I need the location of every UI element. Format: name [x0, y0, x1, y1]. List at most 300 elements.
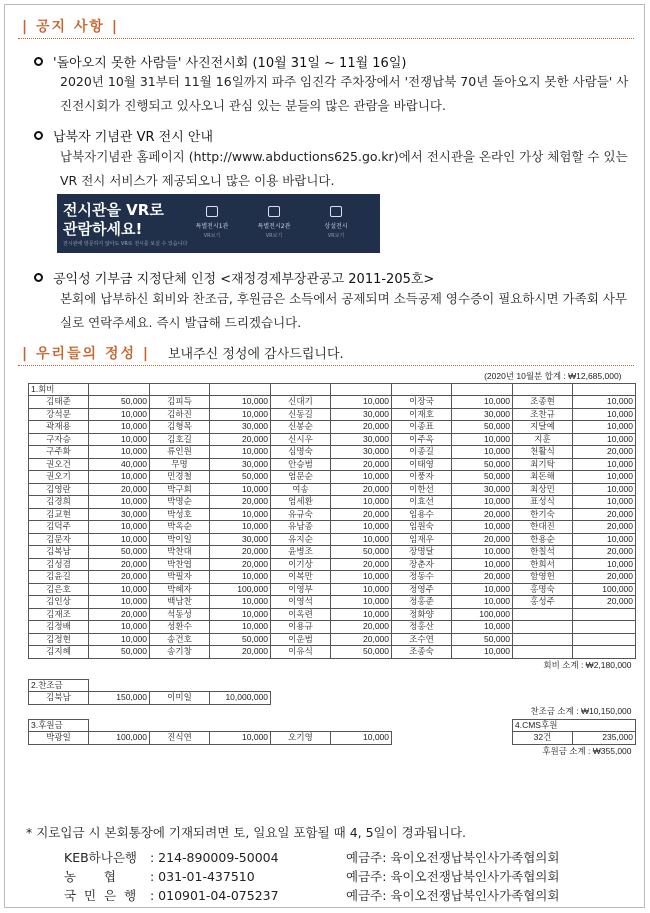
account-holder: 예금주: 육이오전쟁납북인사가족협의회	[346, 869, 560, 884]
donor-amount: 10,000	[210, 396, 271, 409]
donor-amount: 50,000	[210, 471, 271, 484]
donor-name: 김피득	[150, 396, 210, 409]
table-cell	[271, 692, 331, 705]
donor-name: 이운범	[271, 633, 331, 646]
donor-name: 박광일	[29, 732, 89, 745]
donor-amount: 10,000	[89, 433, 150, 446]
donor-name: 장명달	[392, 546, 452, 559]
donor-name: 유규숙	[271, 508, 331, 521]
donor-amount: 20,000	[452, 508, 513, 521]
donor-name: 박구회	[150, 483, 210, 496]
giro-note: * 지로입금 시 본회통장에 기재되려면 토, 일요일 포함될 때 4, 5일이 경과됩니다.	[26, 825, 467, 840]
donor-name: 이복만	[271, 571, 331, 584]
camera-icon	[330, 206, 342, 217]
donor-name: 정홍산	[392, 621, 452, 634]
donor-name: 곽재용	[29, 421, 89, 434]
tile-label: 특별전시1관	[195, 223, 229, 230]
donor-name: 김은호	[29, 583, 89, 596]
table-cell	[271, 679, 331, 692]
table-row	[29, 646, 636, 659]
donor-name: 강석문	[29, 408, 89, 421]
donor-name: 지달예	[513, 421, 573, 434]
table-row	[29, 633, 636, 646]
donor-name: 이종표	[392, 421, 452, 434]
donor-name: 천활식	[513, 446, 573, 459]
donor-amount: 50,000	[210, 633, 271, 646]
donor-amount: 10,000	[210, 508, 271, 521]
donor-amount: 10,000	[452, 596, 513, 609]
donor-name: 민경철	[150, 471, 210, 484]
donor-amount: 10,000	[210, 446, 271, 459]
donor-name: 석동성	[150, 608, 210, 621]
table-cell	[89, 383, 150, 396]
donor-name: 김재조	[29, 608, 89, 621]
donor-name: 안승범	[271, 458, 331, 471]
donor-amount: 20,000	[89, 608, 150, 621]
donor-name: 구주화	[29, 446, 89, 459]
donor-name: 성환수	[150, 621, 210, 634]
table-cell	[331, 692, 392, 705]
donor-amount: 30,000	[452, 483, 513, 496]
donations-subtitle: 보내주신 정성에 감사드립니다.	[168, 347, 344, 362]
donor-name: 김교현	[29, 508, 89, 521]
account-number: : 010901-04-075237	[150, 888, 279, 903]
donor-name: 심명숙	[271, 446, 331, 459]
donor-name: 구자승	[29, 433, 89, 446]
donations-section-title	[22, 343, 344, 363]
donor-name: 윤병조	[271, 546, 331, 559]
tile-sub: VR보기	[327, 233, 345, 239]
donor-amount: 50,000	[452, 471, 513, 484]
donor-amount: 150,000	[89, 692, 150, 705]
donor-amount: 10,000	[452, 446, 513, 459]
donor-name: 김성겸	[29, 558, 89, 571]
donor-name: 박명순	[150, 496, 210, 509]
donor-amount: 30,000	[452, 408, 513, 421]
vr-banner[interactable]	[57, 194, 380, 253]
donor-amount: 10,000	[210, 621, 271, 634]
donor-amount: 20,000	[331, 508, 392, 521]
table-row	[29, 608, 636, 621]
donor-amount: 10,000	[331, 608, 392, 621]
table-cell	[573, 679, 636, 692]
donor-name: 김형목	[150, 421, 210, 434]
donor-name: 한대진	[513, 521, 573, 534]
table-row	[29, 471, 636, 484]
donor-amount: 10,000	[210, 732, 271, 745]
donor-amount: 100,000	[573, 583, 636, 596]
donor-name: 엄세환	[271, 496, 331, 509]
notice-item-exhibition	[34, 52, 406, 71]
donor-name: 엄문순	[271, 471, 331, 484]
donor-amount: 50,000	[89, 646, 150, 659]
donor-amount: 30,000	[210, 421, 271, 434]
donor-amount: 10,000	[331, 583, 392, 596]
table-row	[29, 521, 636, 534]
donor-amount: 50,000	[89, 396, 150, 409]
donor-amount: 30,000	[331, 446, 392, 459]
donor-amount: 10,000	[210, 408, 271, 421]
donor-amount: 10,000	[331, 596, 392, 609]
donor-name: 이장국	[392, 396, 452, 409]
donor-amount: 20,000	[89, 483, 150, 496]
donor-amount	[573, 621, 636, 634]
donor-name: 신시우	[271, 433, 331, 446]
table-cell	[331, 383, 392, 396]
donor-name: 김영란	[29, 483, 89, 496]
bullet-icon	[34, 273, 43, 282]
donor-amount: 10,000	[89, 533, 150, 546]
donor-name: 이풍자	[392, 471, 452, 484]
table-row	[29, 396, 636, 409]
notice-heading: 납북자 기념관 VR 전시 안내	[53, 130, 214, 145]
cms-label: 4.CMS후원	[513, 719, 636, 732]
donor-amount: 10,000	[89, 621, 150, 634]
donor-amount: 10,000	[89, 408, 150, 421]
donor-amount: 10,000	[573, 471, 636, 484]
table-cell	[89, 719, 150, 732]
donor-amount: 10,000	[452, 496, 513, 509]
donor-name: 이유식	[271, 646, 331, 659]
donor-name: 김경희	[29, 496, 89, 509]
table-cell	[331, 679, 392, 692]
donor-amount: 20,000	[573, 446, 636, 459]
donor-amount: 10,000	[89, 471, 150, 484]
donor-name: 신대기	[271, 396, 331, 409]
donor-amount: 50,000	[452, 633, 513, 646]
donor-table-grid	[28, 371, 636, 759]
donor-name: 무명	[150, 458, 210, 471]
grand-total-row	[29, 371, 636, 383]
donor-name: 김북남	[29, 692, 89, 705]
subtotal-row	[29, 704, 636, 719]
donor-amount: 10,000	[89, 446, 150, 459]
donor-amount: 20,000	[331, 458, 392, 471]
donor-amount: 10,000	[573, 483, 636, 496]
donor-amount: 10,000	[452, 558, 513, 571]
donor-amount: 10,000	[331, 732, 392, 745]
donor-name: 박혜자	[150, 583, 210, 596]
donor-amount: 10,000	[210, 521, 271, 534]
donor-amount: 100,000	[452, 608, 513, 621]
donor-name: 지훈	[513, 433, 573, 446]
donor-amount: 20,000	[573, 521, 636, 534]
table-row	[29, 496, 636, 509]
table-row	[29, 558, 636, 571]
donor-name: 김복남	[29, 546, 89, 559]
table-cell	[573, 692, 636, 705]
vr-tile-special1[interactable]	[189, 202, 235, 246]
notice-item-vr	[34, 126, 213, 145]
donor-amount: 30,000	[331, 433, 392, 446]
account-row	[64, 867, 560, 885]
bullet-icon	[34, 131, 43, 140]
donor-name: 김호길	[150, 433, 210, 446]
table-row	[29, 433, 636, 446]
donor-name: 이기상	[271, 558, 331, 571]
donor-name: 장춘자	[392, 558, 452, 571]
donor-amount: 10,000	[331, 471, 392, 484]
table-row	[29, 533, 636, 546]
donor-amount: 40,000	[89, 458, 150, 471]
donor-name: 박필자	[150, 571, 210, 584]
donor-amount: 20,000	[210, 496, 271, 509]
table-cell	[452, 719, 513, 732]
donor-name: 신동길	[271, 408, 331, 421]
donor-amount: 10,000	[452, 396, 513, 409]
donor-amount: 20,000	[573, 508, 636, 521]
banner-caption: 전시관에 방문하지 않아도 VR로 전시를 보실 수 있습니다	[63, 241, 188, 247]
donor-name: 조찬규	[513, 408, 573, 421]
table-row	[29, 732, 636, 745]
donor-amount: 20,000	[210, 558, 271, 571]
donor-name	[513, 633, 573, 646]
donor-amount: 20,000	[452, 571, 513, 584]
donor-amount: 10,000	[573, 458, 636, 471]
donor-name: 김인상	[29, 596, 89, 609]
donor-amount	[573, 633, 636, 646]
donor-name: 박찬엽	[150, 558, 210, 571]
bank-name: KEB하나은행	[64, 850, 137, 865]
donor-name: 김덕주	[29, 521, 89, 534]
category-row	[29, 383, 636, 396]
bullet-icon	[34, 57, 43, 66]
account-number: : 031-01-437510	[150, 869, 255, 884]
donor-name: 유지순	[271, 533, 331, 546]
cms-count: 32건	[513, 732, 573, 745]
table-cell	[271, 383, 331, 396]
donor-name: 함영헌	[513, 571, 573, 584]
donor-name: 임재우	[392, 533, 452, 546]
banner-headline: 전시관을 VR로 관람하세요!	[63, 201, 164, 238]
notice-heading: '돌아오지 못한 사람들' 사진전시회 (10월 31일 ~ 11월 16일)	[53, 56, 407, 71]
table-cell	[452, 732, 513, 745]
notice-body: 2020년 10월 31부터 11월 16일까지 파주 임진각 주차장에서 '전쟁납북 70년 돌아오지 못한 사람들' 사진전시회가 진행되고 있사오니 관심 있는 분들의 많은 관람을 바랍니다.	[60, 74, 629, 113]
notice-body: 납북자기념관 홈페이지 (http://www.abductions625.go.kr)에서 전시관을 온라인 가상 체험할 수 있는 VR 전시 서비스가 제공되오니 많은 이용 바랍니다.	[60, 149, 628, 188]
donor-amount: 20,000	[331, 558, 392, 571]
category-label: 2.찬조금	[29, 679, 89, 692]
donor-name: 이영석	[271, 596, 331, 609]
donor-amount: 10,000	[573, 433, 636, 446]
donor-amount	[573, 646, 636, 659]
notice-body: 본회에 납부하신 회비와 찬조금, 후원금은 소득에서 공제되며 소득공제 영수증이 필요하시면 가족회 사무실로 연락주세요. 즉시 발급해 드리겠습니다.	[60, 291, 627, 330]
donor-name: 유남종	[271, 521, 331, 534]
tile-label: 상설전시	[324, 223, 348, 230]
table-cell	[331, 719, 392, 732]
donor-amount: 10,000	[89, 521, 150, 534]
donor-amount: 10,000	[573, 396, 636, 409]
donor-table	[28, 371, 635, 759]
notice-heading: 공익성 기부금 지정단체 인정 <재정경제부장관공고 2011-205호>	[53, 272, 435, 287]
vr-tile-permanent[interactable]	[313, 202, 359, 246]
table-cell	[150, 679, 210, 692]
donor-name	[513, 646, 573, 659]
donor-amount: 10,000	[452, 433, 513, 446]
table-cell	[89, 679, 150, 692]
donor-name: 진식연	[150, 732, 210, 745]
donor-name: 김문자	[29, 533, 89, 546]
table-row	[29, 692, 636, 705]
table-cell	[573, 383, 636, 396]
donor-name: 정화양	[392, 608, 452, 621]
donor-name: 조종숙	[392, 646, 452, 659]
donor-name: 이종길	[392, 446, 452, 459]
account-holder: 예금주: 육이오전쟁납북인사가족협의회	[346, 850, 560, 865]
donor-amount: 20,000	[331, 483, 392, 496]
donor-amount: 10,000	[210, 483, 271, 496]
donor-name: 조수연	[392, 633, 452, 646]
donor-amount: 10,000	[573, 408, 636, 421]
table-cell	[150, 719, 210, 732]
donor-name: 홍명숙	[513, 583, 573, 596]
donor-amount: 20,000	[210, 433, 271, 446]
donor-name: 임용수	[392, 508, 452, 521]
table-cell	[210, 719, 271, 732]
donor-amount: 20,000	[89, 558, 150, 571]
donor-amount: 50,000	[331, 646, 392, 659]
tile-sub: VR보기	[203, 233, 221, 239]
donor-name: 홍성주	[513, 596, 573, 609]
tile-sub: VR보기	[265, 233, 283, 239]
donor-name: 이한선	[392, 483, 452, 496]
support-subtotal: 후원금 소계 : ₩355,000	[542, 746, 632, 756]
donor-amount: 10,000	[331, 533, 392, 546]
donor-amount: 30,000	[89, 508, 150, 521]
notice-item-tax	[34, 268, 434, 287]
donor-amount: 50,000	[89, 546, 150, 559]
donor-amount: 30,000	[210, 533, 271, 546]
donor-amount: 10,000	[210, 596, 271, 609]
donor-amount: 10,000	[89, 496, 150, 509]
donor-name: 최돈해	[513, 471, 573, 484]
donor-name: 박성호	[150, 508, 210, 521]
subtotal-row	[29, 658, 636, 673]
table-row	[29, 583, 636, 596]
donor-name: 신봉순	[271, 421, 331, 434]
donor-name: 박찬대	[150, 546, 210, 559]
donor-amount: 10,000	[89, 596, 150, 609]
donor-amount: 20,000	[210, 546, 271, 559]
donor-name: 백남찬	[150, 596, 210, 609]
donor-name: 오기영	[271, 732, 331, 745]
donor-name: 송건호	[150, 633, 210, 646]
donor-amount: 10,000,000	[210, 692, 271, 705]
section-divider	[18, 365, 634, 366]
donor-amount	[573, 608, 636, 621]
donor-name: 한희서	[513, 558, 573, 571]
donor-name: 최상민	[513, 483, 573, 496]
donor-amount: 50,000	[331, 546, 392, 559]
donor-amount: 100,000	[89, 732, 150, 745]
donor-name: 이재호	[392, 408, 452, 421]
donor-name: 이주옥	[392, 433, 452, 446]
table-cell	[392, 719, 452, 732]
donor-amount: 10,000	[452, 646, 513, 659]
donor-name: 권오건	[29, 458, 89, 471]
donor-amount: 20,000	[331, 421, 392, 434]
donor-name: 이용규	[271, 621, 331, 634]
table-cell	[452, 679, 513, 692]
donor-amount: 20,000	[210, 646, 271, 659]
donor-amount: 20,000	[573, 546, 636, 559]
table-row	[29, 408, 636, 421]
category-row	[29, 679, 636, 692]
donor-amount: 10,000	[573, 421, 636, 434]
donor-amount: 50,000	[452, 421, 513, 434]
donor-amount: 20,000	[573, 571, 636, 584]
donor-name	[513, 621, 573, 634]
account-number: : 214-890009-50004	[150, 850, 279, 865]
table-cell	[210, 679, 271, 692]
donor-name: 표성식	[513, 496, 573, 509]
table-cell	[513, 692, 573, 705]
vr-tile-special2[interactable]	[251, 202, 297, 246]
sponsorship-subtotal: 찬조금 소계 : ₩10,150,000	[530, 706, 632, 716]
table-row	[29, 621, 636, 634]
table-cell	[150, 383, 210, 396]
donor-amount: 20,000	[331, 633, 392, 646]
donor-name: 김정배	[29, 621, 89, 634]
donor-amount: 10,000	[452, 521, 513, 534]
donor-name: 임원숙	[392, 521, 452, 534]
donor-amount: 20,000	[89, 571, 150, 584]
donor-amount: 10,000	[331, 396, 392, 409]
donor-amount: 10,000	[573, 496, 636, 509]
account-row	[64, 848, 560, 866]
donor-amount: 10,000	[573, 533, 636, 546]
donor-name: 송기창	[150, 646, 210, 659]
donor-amount: 10,000	[89, 633, 150, 646]
membership-subtotal: 회비 소계 : ₩2,180,000	[543, 660, 632, 670]
donor-name: 이옥련	[271, 608, 331, 621]
donor-name: 조종현	[513, 396, 573, 409]
table-row	[29, 596, 636, 609]
donor-name: 이효선	[392, 496, 452, 509]
category-label: 1.회비	[29, 383, 89, 396]
donor-amount: 10,000	[452, 621, 513, 634]
account-holder: 예금주: 육이오전쟁납북인사가족협의회	[346, 888, 560, 903]
account-row	[64, 886, 560, 904]
donor-name: 한용순	[513, 533, 573, 546]
donor-name: 김하진	[150, 408, 210, 421]
bank-name: 국 민 은 행	[64, 888, 137, 903]
donor-name: 이영부	[271, 583, 331, 596]
donor-name: 김윤길	[29, 571, 89, 584]
donor-amount: 10,000	[331, 521, 392, 534]
donor-amount: 10,000	[331, 571, 392, 584]
donor-name: 정동수	[392, 571, 452, 584]
table-cell	[392, 383, 452, 396]
camera-icon	[206, 206, 218, 217]
donor-amount: 30,000	[331, 408, 392, 421]
donor-amount: 10,000	[210, 608, 271, 621]
donor-amount: 30,000	[210, 458, 271, 471]
table-cell	[452, 383, 513, 396]
donor-amount: 10,000	[573, 558, 636, 571]
donor-amount: 10,000	[452, 583, 513, 596]
donor-name: 한기숙	[513, 508, 573, 521]
table-row	[29, 571, 636, 584]
donor-name: 여송	[271, 483, 331, 496]
grand-total: (2020년 10월분 합계 : ₩12,685,000)	[484, 371, 622, 382]
table-row	[29, 421, 636, 434]
bank-name: 농 협	[64, 869, 116, 884]
category-row	[29, 719, 636, 732]
table-row	[29, 458, 636, 471]
donor-amount: 10,000	[331, 496, 392, 509]
donor-name: 최기탁	[513, 458, 573, 471]
donor-name: 박옥순	[150, 521, 210, 534]
